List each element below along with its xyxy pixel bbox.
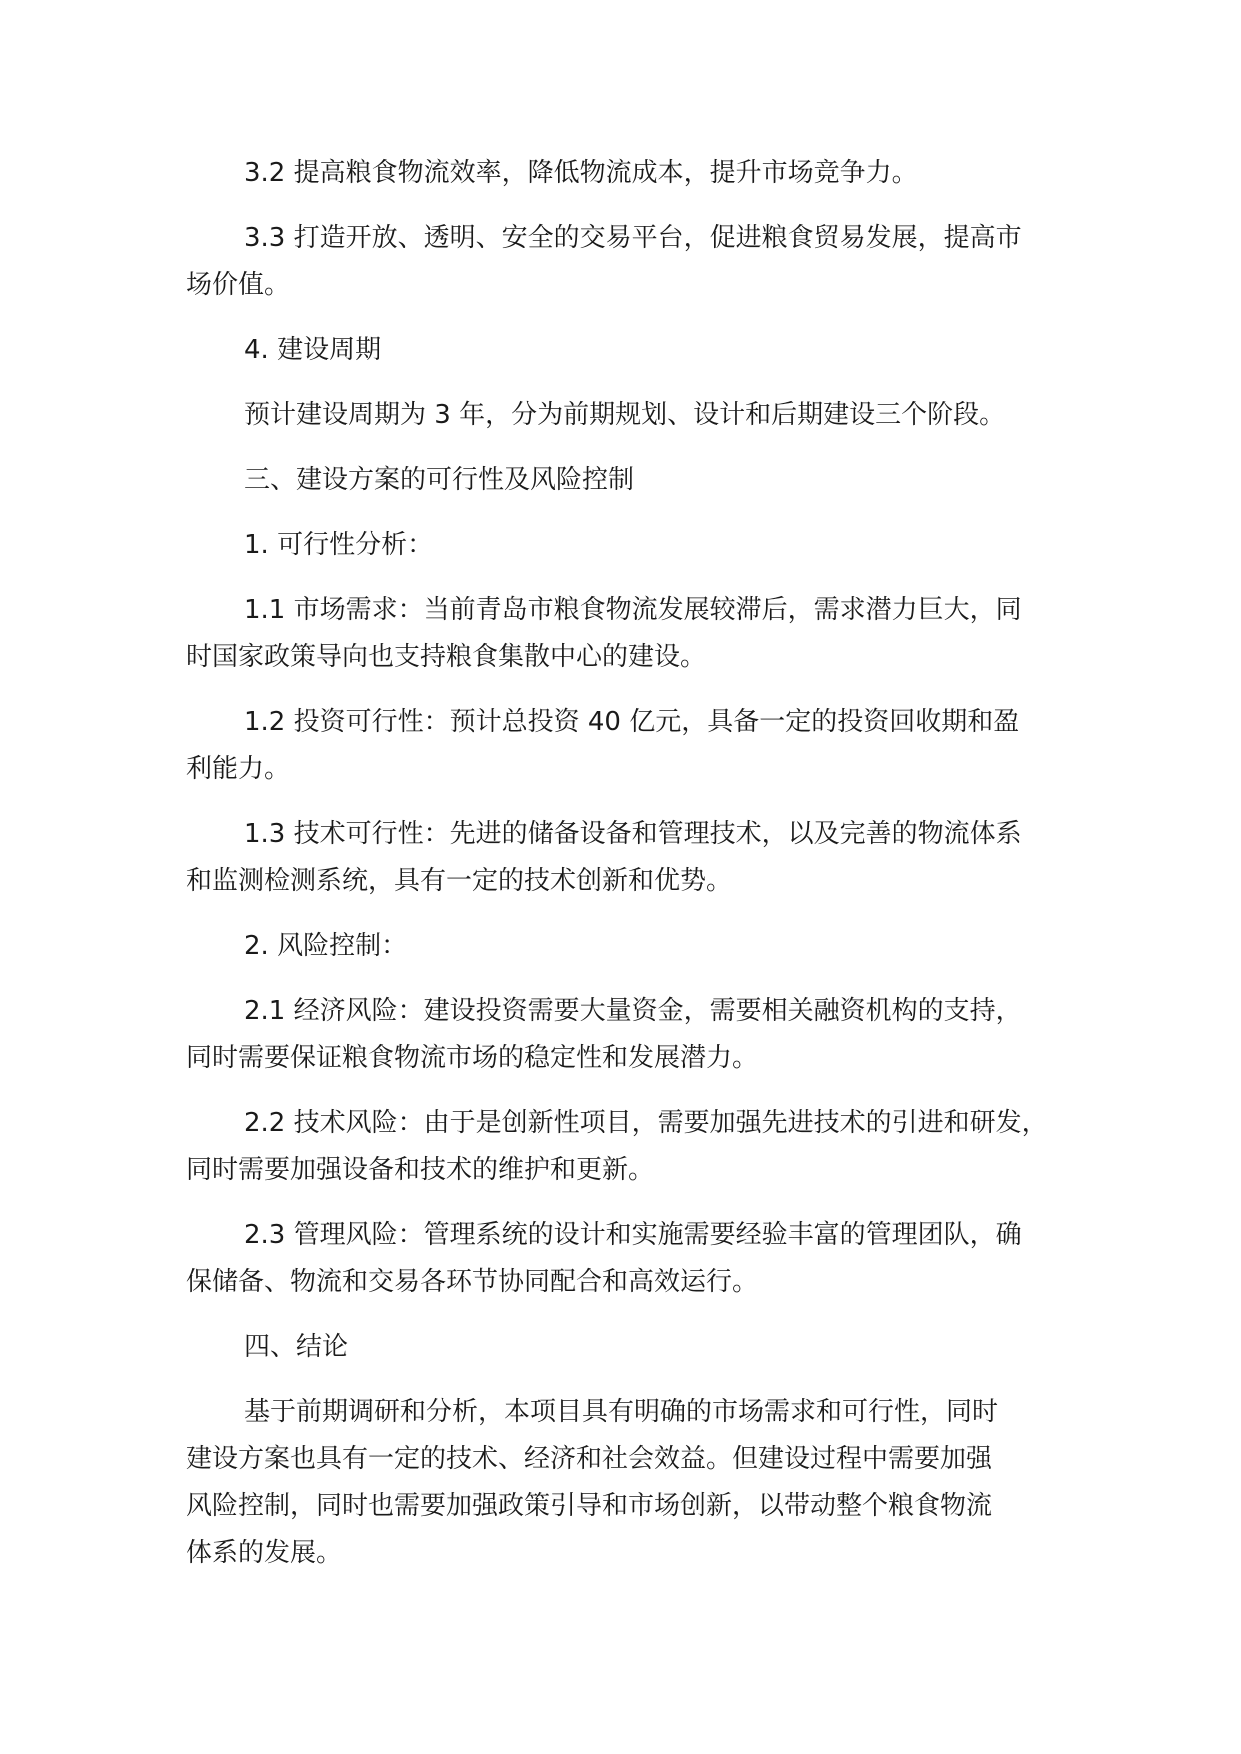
text-line: 1.1 市场需求：当前青岛市粮食物流发展较滞后，需求潜力巨大，同	[244, 595, 1022, 625]
text-line: 同时需要保证粮食物流市场的稳定性和发展潜力。	[186, 1043, 759, 1073]
paragraph-3-2	[186, 150, 1086, 197]
heading-risk-control	[186, 923, 1086, 970]
text-line: 体系的发展。	[186, 1538, 343, 1568]
text-line: 保储备、物流和交易各环节协同配合和高效运行。	[186, 1267, 759, 1297]
paragraph-2-1	[186, 988, 1086, 1082]
text-line: 1. 可行性分析：	[244, 530, 434, 560]
section-heading-feasibility	[186, 457, 1086, 504]
text-line: 2.2 技术风险：由于是创新性项目，需要加强先进技术的引进和研发，	[244, 1108, 1048, 1138]
text-line: 场价值。	[186, 270, 291, 300]
paragraph-2-2	[186, 1100, 1086, 1194]
text-line: 2.1 经济风险：建设投资需要大量资金，需要相关融资机构的支持，	[244, 996, 1022, 1026]
heading-feasibility-analysis	[186, 522, 1086, 569]
text-line: 3.3 打造开放、透明、安全的交易平台，促进粮食贸易发展，提高市	[244, 223, 1022, 253]
paragraph-period-detail	[186, 392, 1086, 439]
text-line: 四、结论	[244, 1332, 349, 1362]
text-line: 2. 风险控制：	[244, 931, 408, 961]
text-line: 建设方案也具有一定的技术、经济和社会效益。但建设过程中需要加强	[186, 1444, 993, 1474]
text-line: 基于前期调研和分析，本项目具有明确的市场需求和可行性，同时	[244, 1397, 999, 1427]
paragraph-2-3	[186, 1212, 1086, 1306]
document-body	[186, 150, 1086, 1595]
text-line: 预计建设周期为 3 年，分为前期规划、设计和后期建设三个阶段。	[244, 400, 1006, 430]
section-heading-conclusion	[186, 1324, 1086, 1371]
paragraph-1-2	[186, 699, 1086, 793]
paragraph-1-3	[186, 811, 1086, 905]
text-line: 4. 建设周期	[244, 335, 382, 365]
text-line: 3.2 提高粮食物流效率，降低物流成本，提升市场竞争力。	[244, 158, 918, 188]
text-line: 1.2 投资可行性：预计总投资 40 亿元，具备一定的投资回收期和盈	[244, 707, 1020, 737]
paragraph-conclusion	[186, 1389, 1086, 1577]
text-line: 利能力。	[186, 754, 291, 784]
paragraph-3-3	[186, 215, 1086, 309]
paragraph-1-1	[186, 587, 1086, 681]
text-line: 时国家政策导向也支持粮食集散中心的建设。	[186, 642, 707, 672]
text-line: 1.3 技术可行性：先进的储备设备和管理技术，以及完善的物流体系	[244, 819, 1022, 849]
heading-construction-period	[186, 327, 1086, 374]
text-line: 2.3 管理风险：管理系统的设计和实施需要经验丰富的管理团队，确	[244, 1220, 1022, 1250]
text-line: 三、建设方案的可行性及风险控制	[244, 465, 635, 495]
text-line: 风险控制，同时也需要加强政策引导和市场创新，以带动整个粮食物流	[186, 1491, 993, 1521]
text-line: 同时需要加强设备和技术的维护和更新。	[186, 1155, 655, 1185]
text-line: 和监测检测系统，具有一定的技术创新和优势。	[186, 866, 733, 896]
